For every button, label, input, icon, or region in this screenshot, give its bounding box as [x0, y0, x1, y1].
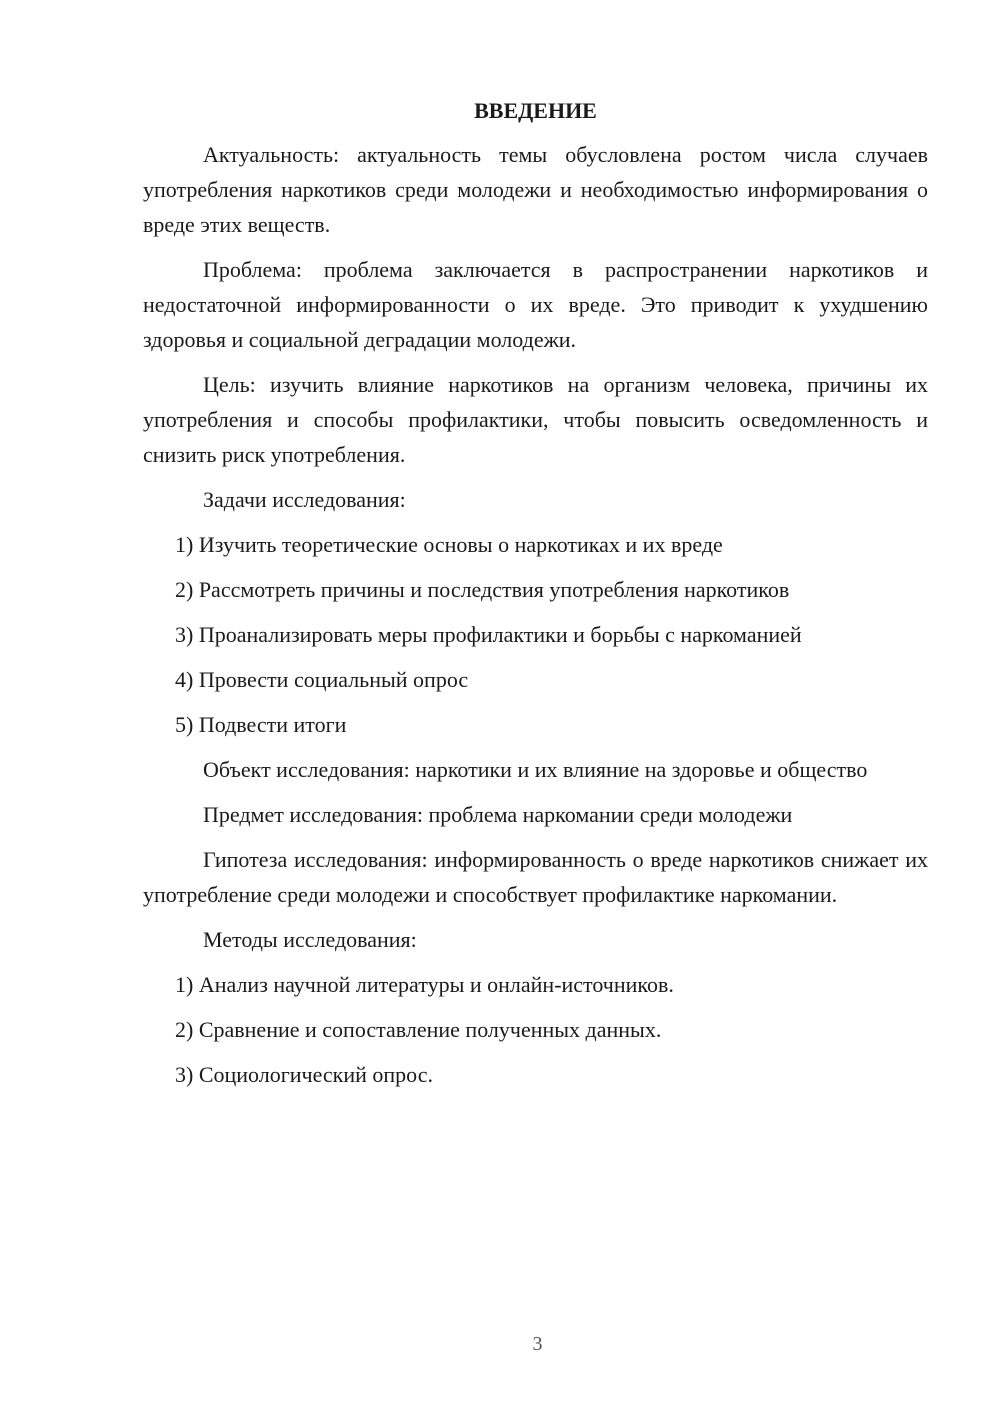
subject-paragraph: Предмет исследования: проблема наркомании среди молодежи: [203, 802, 793, 827]
page-number: 3: [532, 1333, 543, 1355]
relevance-paragraph: Актуальность: актуальность темы обусловлена ростом числа случаев употребления наркотиков среди молодежи и необходимостью информирования о вреде этих веществ.: [143, 142, 928, 237]
methods-heading: Методы исследования:: [203, 927, 417, 952]
list-item: 1) Изучить теоретические основы о наркотиках и их вреде: [175, 532, 723, 557]
list-item: 2) Сравнение и сопоставление полученных данных.: [175, 1017, 662, 1042]
tasks-list: [143, 527, 928, 742]
list-item: 5) Подвести итоги: [175, 712, 347, 737]
page-content: [143, 96, 928, 1102]
list-item: 3) Проанализировать меры профилактики и борьбы с наркоманией: [175, 622, 802, 647]
problem-paragraph: Проблема: проблема заключается в распространении наркотиков и недостаточной информированности о их вреде. Это приводит к ухудшению здоровья и социальной деградации молодежи.: [143, 257, 928, 352]
goal-paragraph: Цель: изучить влияние наркотиков на организм человека, причины их употребления и способы профилактики, чтобы повысить осведомленность и снизить риск употребления.: [143, 372, 928, 467]
object-paragraph: Объект исследования: наркотики и их влияние на здоровье и общество: [203, 757, 868, 782]
list-item: 3) Социологический опрос.: [175, 1062, 433, 1087]
methods-list: [143, 967, 928, 1092]
tasks-heading: Задачи исследования:: [203, 487, 406, 512]
list-item: 1) Анализ научной литературы и онлайн-источников.: [175, 972, 674, 997]
page-title: ВВЕДЕНИЕ: [474, 98, 597, 123]
hypothesis-paragraph: Гипотеза исследования: информированность о вреде наркотиков снижает их употребление среди молодежи и способствует профилактике наркомании.: [143, 847, 928, 907]
list-item: 2) Рассмотреть причины и последствия употребления наркотиков: [175, 577, 790, 602]
list-item: 4) Провести социальный опрос: [175, 667, 469, 692]
